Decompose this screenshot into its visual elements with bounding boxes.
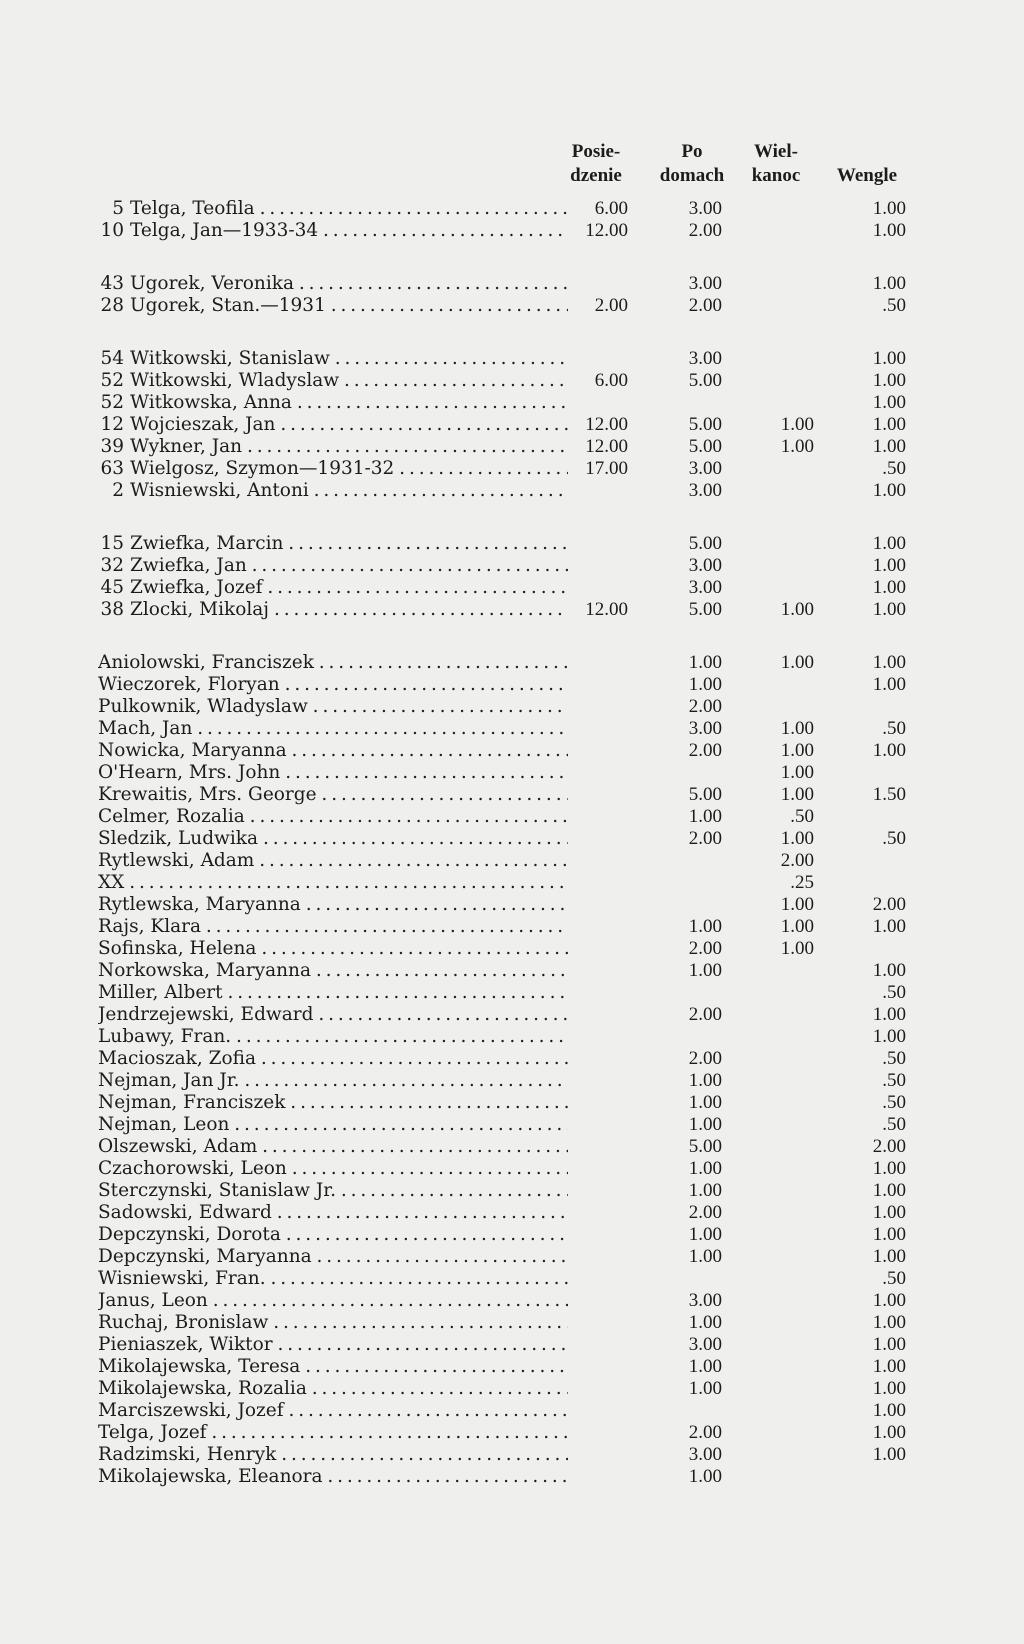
row-number: 32 bbox=[100, 555, 124, 576]
member-name: Depczynski, Maryanna . . . bbox=[98, 1246, 568, 1268]
row-number: 63 bbox=[100, 458, 124, 479]
table-row bbox=[0, 348, 1024, 370]
amount-wengle: .50 bbox=[882, 828, 906, 849]
amount-wengle: 1.00 bbox=[872, 198, 906, 219]
member-name: Mikolajewska, Rozalia . . . bbox=[98, 1378, 568, 1400]
member-name: Jendrzejewski, Edward . . . bbox=[98, 1004, 568, 1026]
amount-po-domach: 1.00 bbox=[688, 1114, 722, 1135]
table-row bbox=[0, 674, 1024, 696]
amount-po-domach: 2.00 bbox=[688, 1004, 722, 1025]
table-row bbox=[0, 1202, 1024, 1224]
group-gap bbox=[0, 242, 1024, 273]
member-name: Wisniewski, Fran. . . . bbox=[98, 1268, 568, 1290]
table-row bbox=[0, 982, 1024, 1004]
table-row bbox=[0, 1092, 1024, 1114]
row-number: 5 bbox=[112, 198, 124, 219]
contribution-list bbox=[0, 198, 1024, 1488]
table-row bbox=[0, 1224, 1024, 1246]
member-name: Rytlewska, Maryanna . . . bbox=[98, 894, 568, 916]
amount-wielkanoc: .50 bbox=[790, 806, 814, 827]
amount-wengle: 1.00 bbox=[872, 1444, 906, 1465]
member-name: Nejman, Franciszek . . . bbox=[98, 1092, 568, 1114]
table-row bbox=[0, 577, 1024, 599]
amount-wengle: 1.00 bbox=[872, 1422, 906, 1443]
amount-po-domach: 1.00 bbox=[688, 1466, 722, 1487]
amount-wengle: 1.00 bbox=[872, 1004, 906, 1025]
amount-wengle: .50 bbox=[882, 1048, 906, 1069]
amount-wengle: 1.00 bbox=[872, 1202, 906, 1223]
amount-po-domach: 2.00 bbox=[688, 1202, 722, 1223]
row-number: 45 bbox=[100, 577, 124, 598]
amount-posiedzenie: 6.00 bbox=[594, 198, 628, 219]
member-name: Norkowska, Maryanna . . . bbox=[98, 960, 568, 982]
amount-wengle: 1.00 bbox=[872, 674, 906, 695]
member-name: Lubawy, Fran. . . . bbox=[98, 1026, 568, 1048]
row-number: 2 bbox=[112, 480, 124, 501]
amount-wielkanoc: 1.00 bbox=[780, 414, 814, 435]
member-name: Nejman, Leon . . . bbox=[98, 1114, 568, 1136]
amount-po-domach: 5.00 bbox=[688, 599, 722, 620]
member-name: Telga, Jan—1933-34 . . . bbox=[130, 220, 568, 242]
member-name: Rytlewski, Adam . . . bbox=[98, 850, 568, 872]
amount-posiedzenie: 12.00 bbox=[585, 414, 628, 435]
table-row bbox=[0, 198, 1024, 220]
amount-po-domach: 1.00 bbox=[688, 1070, 722, 1091]
amount-wengle: .50 bbox=[882, 295, 906, 316]
table-row bbox=[0, 436, 1024, 458]
amount-wengle: 1.00 bbox=[872, 273, 906, 294]
amount-po-domach: 3.00 bbox=[688, 1334, 722, 1355]
amount-wengle: 1.00 bbox=[872, 577, 906, 598]
member-name: Zwiefka, Marcin . . . bbox=[130, 533, 568, 555]
table-row bbox=[0, 894, 1024, 916]
member-name: Olszewski, Adam . . . bbox=[98, 1136, 568, 1158]
amount-posiedzenie: 12.00 bbox=[585, 220, 628, 241]
amount-wengle: 1.00 bbox=[872, 1290, 906, 1311]
amount-po-domach: 5.00 bbox=[688, 784, 722, 805]
member-name: Janus, Leon . . . bbox=[98, 1290, 568, 1312]
member-name: Witkowska, Anna . . . bbox=[130, 392, 568, 414]
amount-po-domach: 1.00 bbox=[688, 1246, 722, 1267]
member-name: Celmer, Rozalia . . . bbox=[98, 806, 568, 828]
amount-po-domach: 2.00 bbox=[688, 1422, 722, 1443]
member-name: Ugorek, Veronika . . . bbox=[130, 273, 568, 295]
amount-posiedzenie: 12.00 bbox=[585, 436, 628, 457]
member-name: Wykner, Jan . . . bbox=[130, 436, 568, 458]
column-header-po-domach: Po domach bbox=[659, 141, 725, 186]
member-name: Zwiefka, Jozef . . . bbox=[130, 577, 568, 599]
amount-wielkanoc: 1.00 bbox=[780, 718, 814, 739]
amount-wielkanoc: 1.00 bbox=[780, 762, 814, 783]
amount-wengle: 1.00 bbox=[872, 1312, 906, 1333]
amount-wengle: 1.00 bbox=[872, 370, 906, 391]
table-row bbox=[0, 1290, 1024, 1312]
member-name: Mach, Jan . . . bbox=[98, 718, 568, 740]
amount-wielkanoc: 1.00 bbox=[780, 599, 814, 620]
member-name: Ruchaj, Bronislaw . . . bbox=[98, 1312, 568, 1334]
amount-po-domach: 2.00 bbox=[688, 938, 722, 959]
amount-po-domach: 1.00 bbox=[688, 1356, 722, 1377]
member-name: Telga, Jozef . . . bbox=[98, 1422, 568, 1444]
member-name: O'Hearn, Mrs. John . . . bbox=[98, 762, 568, 784]
amount-wengle: .50 bbox=[882, 1114, 906, 1135]
amount-wengle: 1.00 bbox=[872, 1334, 906, 1355]
amount-po-domach: 5.00 bbox=[688, 414, 722, 435]
table-row bbox=[0, 555, 1024, 577]
table-row bbox=[0, 273, 1024, 295]
amount-po-domach: 1.00 bbox=[688, 674, 722, 695]
row-number: 28 bbox=[100, 295, 124, 316]
amount-wengle: 1.00 bbox=[872, 436, 906, 457]
member-name: Telga, Teofila . . . bbox=[130, 198, 568, 220]
table-row bbox=[0, 1334, 1024, 1356]
table-row bbox=[0, 1422, 1024, 1444]
table-row bbox=[0, 872, 1024, 894]
amount-po-domach: 3.00 bbox=[688, 555, 722, 576]
table-row bbox=[0, 1158, 1024, 1180]
member-name: Sterczynski, Stanislaw Jr. . . . bbox=[98, 1180, 568, 1202]
amount-wengle: 1.00 bbox=[872, 1158, 906, 1179]
amount-po-domach: 3.00 bbox=[688, 577, 722, 598]
table-row bbox=[0, 1026, 1024, 1048]
amount-po-domach: 1.00 bbox=[688, 1378, 722, 1399]
amount-wengle: .50 bbox=[882, 458, 906, 479]
member-name: Krewaitis, Mrs. George . . . bbox=[98, 784, 568, 806]
row-number: 43 bbox=[100, 273, 124, 294]
amount-po-domach: 3.00 bbox=[688, 198, 722, 219]
amount-po-domach: 5.00 bbox=[688, 533, 722, 554]
column-header-wengle: Wengle bbox=[836, 165, 898, 186]
amount-wengle: 1.00 bbox=[872, 740, 906, 761]
amount-wielkanoc: 1.00 bbox=[780, 784, 814, 805]
table-row bbox=[0, 960, 1024, 982]
amount-wengle: 1.00 bbox=[872, 348, 906, 369]
amount-wengle: 1.00 bbox=[872, 1026, 906, 1047]
amount-po-domach: 2.00 bbox=[688, 696, 722, 717]
amount-wengle: 1.00 bbox=[872, 392, 906, 413]
amount-wengle: .50 bbox=[882, 1070, 906, 1091]
amount-wengle: 1.00 bbox=[872, 533, 906, 554]
amount-wengle: 2.00 bbox=[872, 894, 906, 915]
member-name: XX . . . bbox=[98, 872, 568, 894]
amount-wengle: 1.00 bbox=[872, 652, 906, 673]
amount-po-domach: 3.00 bbox=[688, 458, 722, 479]
amount-wengle: 1.00 bbox=[872, 1378, 906, 1399]
member-name: Aniolowski, Franciszek . . . bbox=[98, 652, 568, 674]
table-row bbox=[0, 806, 1024, 828]
member-name: Zwiefka, Jan . . . bbox=[130, 555, 568, 577]
table-row bbox=[0, 392, 1024, 414]
row-number: 38 bbox=[100, 599, 124, 620]
amount-po-domach: 3.00 bbox=[688, 1290, 722, 1311]
amount-po-domach: 2.00 bbox=[688, 220, 722, 241]
table-row bbox=[0, 1378, 1024, 1400]
amount-wengle: 1.00 bbox=[872, 414, 906, 435]
table-row bbox=[0, 740, 1024, 762]
table-row bbox=[0, 414, 1024, 436]
table-row bbox=[0, 1444, 1024, 1466]
table-row bbox=[0, 1268, 1024, 1290]
amount-wielkanoc: 1.00 bbox=[780, 916, 814, 937]
member-name: Mikolajewska, Eleanora . . . bbox=[98, 1466, 568, 1488]
column-header-wielkanoc: Wiel- kanoc bbox=[751, 141, 801, 186]
member-name: Mikolajewska, Teresa . . . bbox=[98, 1356, 568, 1378]
amount-wielkanoc: 1.00 bbox=[780, 652, 814, 673]
table-row bbox=[0, 1180, 1024, 1202]
table-row bbox=[0, 533, 1024, 555]
row-number: 52 bbox=[100, 392, 124, 413]
table-row bbox=[0, 938, 1024, 960]
amount-wielkanoc: 1.00 bbox=[780, 938, 814, 959]
member-name: Ugorek, Stan.—1931 . . . bbox=[130, 295, 568, 317]
amount-posiedzenie: 12.00 bbox=[585, 599, 628, 620]
amount-wielkanoc: 2.00 bbox=[780, 850, 814, 871]
amount-po-domach: 3.00 bbox=[688, 1444, 722, 1465]
group-gap bbox=[0, 621, 1024, 652]
member-name: Depczynski, Dorota . . . bbox=[98, 1224, 568, 1246]
member-name: Wojcieszak, Jan . . . bbox=[130, 414, 568, 436]
member-name: Marciszewski, Jozef . . . bbox=[98, 1400, 568, 1422]
amount-po-domach: 2.00 bbox=[688, 1048, 722, 1069]
member-name: Sofinska, Helena . . . bbox=[98, 938, 568, 960]
table-row bbox=[0, 1070, 1024, 1092]
member-name: Wielgosz, Szymon—1931-32 . . . bbox=[130, 458, 568, 480]
column-header-posiedzenie: Posie- dzenie bbox=[570, 141, 622, 186]
table-row bbox=[0, 718, 1024, 740]
table-row bbox=[0, 652, 1024, 674]
amount-po-domach: 3.00 bbox=[688, 273, 722, 294]
amount-po-domach: 1.00 bbox=[688, 960, 722, 981]
amount-po-domach: 3.00 bbox=[688, 348, 722, 369]
member-name: Miller, Albert . . . bbox=[98, 982, 568, 1004]
amount-wengle: 1.00 bbox=[872, 599, 906, 620]
member-name: Rajs, Klara . . . bbox=[98, 916, 568, 938]
amount-posiedzenie: 6.00 bbox=[594, 370, 628, 391]
member-name: Wisniewski, Antoni . . . bbox=[130, 480, 568, 502]
table-row bbox=[0, 599, 1024, 621]
amount-wielkanoc: 1.00 bbox=[780, 894, 814, 915]
table-row bbox=[0, 1466, 1024, 1488]
group-gap bbox=[0, 502, 1024, 533]
amount-wengle: 1.00 bbox=[872, 1246, 906, 1267]
member-name: Nowicka, Maryanna . . . bbox=[98, 740, 568, 762]
table-row bbox=[0, 1048, 1024, 1070]
member-name: Witkowski, Stanislaw . . . bbox=[130, 348, 568, 370]
amount-wengle: .50 bbox=[882, 718, 906, 739]
member-name: Sadowski, Edward . . . bbox=[98, 1202, 568, 1224]
member-name: Macioszak, Zofia . . . bbox=[98, 1048, 568, 1070]
amount-po-domach: 1.00 bbox=[688, 652, 722, 673]
group-gap bbox=[0, 317, 1024, 348]
amount-wengle: 1.00 bbox=[872, 1180, 906, 1201]
row-number: 12 bbox=[100, 414, 124, 435]
table-row bbox=[0, 696, 1024, 718]
table-row bbox=[0, 370, 1024, 392]
amount-po-domach: 1.00 bbox=[688, 1180, 722, 1201]
amount-wielkanoc: .25 bbox=[790, 872, 814, 893]
table-row bbox=[0, 1356, 1024, 1378]
amount-wengle: 1.00 bbox=[872, 555, 906, 576]
amount-po-domach: 1.00 bbox=[688, 1224, 722, 1245]
amount-wengle: 1.00 bbox=[872, 220, 906, 241]
amount-po-domach: 5.00 bbox=[688, 370, 722, 391]
amount-posiedzenie: 17.00 bbox=[585, 458, 628, 479]
amount-wengle: .50 bbox=[882, 1092, 906, 1113]
table-row bbox=[0, 1400, 1024, 1422]
amount-wengle: 1.00 bbox=[872, 1356, 906, 1377]
amount-po-domach: 1.00 bbox=[688, 1092, 722, 1113]
amount-po-domach: 1.00 bbox=[688, 916, 722, 937]
table-row bbox=[0, 458, 1024, 480]
amount-po-domach: 1.00 bbox=[688, 1158, 722, 1179]
amount-wengle: .50 bbox=[882, 1268, 906, 1289]
member-name: Pieniaszek, Wiktor . . . bbox=[98, 1334, 568, 1356]
member-name: Zlocki, Mikolaj . . . bbox=[130, 599, 568, 621]
amount-wengle: .50 bbox=[882, 982, 906, 1003]
table-row bbox=[0, 1004, 1024, 1026]
member-name: Witkowski, Wladyslaw . . . bbox=[130, 370, 568, 392]
table-row bbox=[0, 762, 1024, 784]
amount-wielkanoc: 1.00 bbox=[780, 740, 814, 761]
table-row bbox=[0, 1246, 1024, 1268]
amount-po-domach: 1.00 bbox=[688, 806, 722, 827]
table-row bbox=[0, 220, 1024, 242]
table-row bbox=[0, 295, 1024, 317]
member-name: Pulkownik, Wladyslaw . . . bbox=[98, 696, 568, 718]
amount-wengle: 2.00 bbox=[872, 1136, 906, 1157]
row-number: 39 bbox=[100, 436, 124, 457]
amount-wengle: 1.00 bbox=[872, 480, 906, 501]
row-number: 54 bbox=[100, 348, 124, 369]
table-row bbox=[0, 480, 1024, 502]
member-name: Sledzik, Ludwika . . . bbox=[98, 828, 568, 850]
amount-posiedzenie: 2.00 bbox=[594, 295, 628, 316]
amount-po-domach: 3.00 bbox=[688, 718, 722, 739]
row-number: 10 bbox=[100, 220, 124, 241]
amount-po-domach: 5.00 bbox=[688, 1136, 722, 1157]
table-row bbox=[0, 1136, 1024, 1158]
amount-po-domach: 3.00 bbox=[688, 480, 722, 501]
table-row bbox=[0, 1114, 1024, 1136]
amount-po-domach: 2.00 bbox=[688, 740, 722, 761]
amount-wengle: 1.00 bbox=[872, 1400, 906, 1421]
row-number: 52 bbox=[100, 370, 124, 391]
amount-wengle: 1.00 bbox=[872, 1224, 906, 1245]
row-number: 15 bbox=[100, 533, 124, 554]
amount-wengle: 1.50 bbox=[872, 784, 906, 805]
amount-po-domach: 5.00 bbox=[688, 436, 722, 457]
amount-po-domach: 2.00 bbox=[688, 295, 722, 316]
table-row bbox=[0, 1312, 1024, 1334]
amount-wengle: 1.00 bbox=[872, 960, 906, 981]
amount-wielkanoc: 1.00 bbox=[780, 436, 814, 457]
amount-wielkanoc: 1.00 bbox=[780, 828, 814, 849]
amount-po-domach: 1.00 bbox=[688, 1312, 722, 1333]
table-row bbox=[0, 828, 1024, 850]
table-row bbox=[0, 916, 1024, 938]
member-name: Nejman, Jan Jr. . . . bbox=[98, 1070, 568, 1092]
table-row bbox=[0, 850, 1024, 872]
amount-wengle: 1.00 bbox=[872, 916, 906, 937]
amount-po-domach: 2.00 bbox=[688, 828, 722, 849]
table-row bbox=[0, 784, 1024, 806]
member-name: Czachorowski, Leon . . . bbox=[98, 1158, 568, 1180]
member-name: Radzimski, Henryk . . . bbox=[98, 1444, 568, 1466]
member-name: Wieczorek, Floryan . . . bbox=[98, 674, 568, 696]
